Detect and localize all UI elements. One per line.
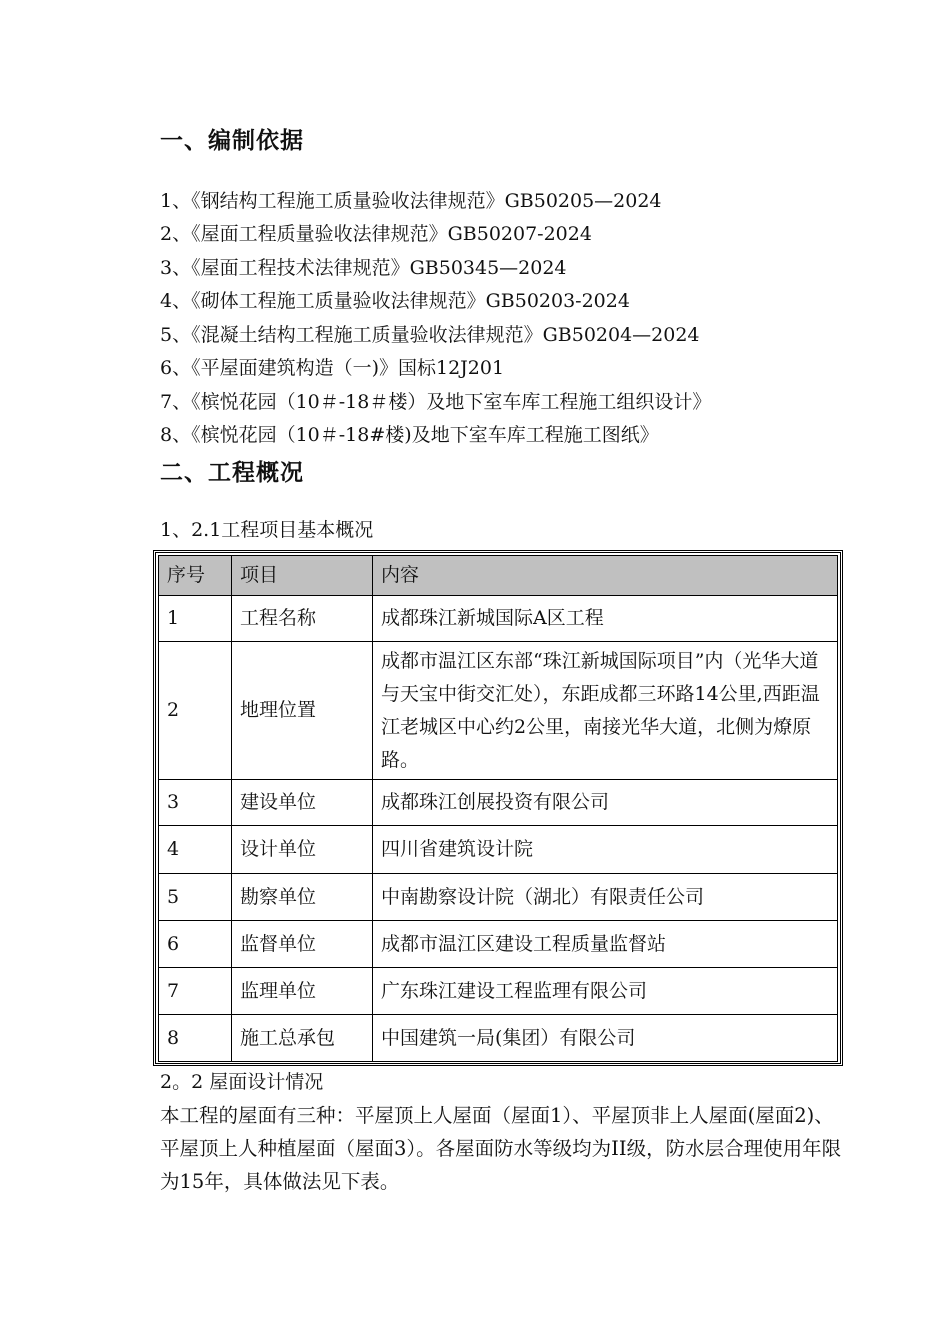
row-content: 成都市温江区建设工程质量监督站 — [373, 921, 838, 968]
row-item: 监理单位 — [232, 968, 373, 1015]
row-content: 中国建筑一局(集团）有限公司 — [373, 1015, 838, 1062]
row-item: 设计单位 — [232, 826, 373, 874]
row-content: 成都珠江新城国际A区工程 — [373, 596, 838, 642]
reference-item-3: 3、《屋面工程技术法律规范》GB50345—2024 — [160, 257, 567, 279]
row-item: 监督单位 — [232, 921, 373, 968]
header-cell-no: 序号 — [159, 556, 232, 596]
row-no: 5 — [159, 874, 232, 921]
row-no: 2 — [159, 642, 232, 780]
reference-item-6: 6、《平屋面建筑构造（一)》国标12J201 — [160, 357, 505, 379]
row-item: 工程名称 — [232, 596, 373, 642]
section-1-heading: 一、编制依据 — [160, 128, 304, 154]
row-no: 8 — [159, 1015, 232, 1062]
reference-item-5: 5、《混凝土结构工程施工质量验收法律规范》GB50204—2024 — [160, 324, 700, 346]
row-no: 7 — [159, 968, 232, 1015]
row-content: 广东珠江建设工程监理有限公司 — [373, 968, 838, 1015]
row-content: 四川省建筑设计院 — [373, 826, 838, 874]
header-cell-item: 项目 — [232, 556, 373, 596]
row-no: 6 — [159, 921, 232, 968]
row-item: 勘察单位 — [232, 874, 373, 921]
row-no: 1 — [159, 596, 232, 642]
header-cell-content: 内容 — [373, 556, 838, 596]
table-row — [159, 780, 838, 826]
subsection-2-1-title: 1、2.1工程项目基本概况 — [160, 519, 374, 541]
row-item: 建设单位 — [232, 780, 373, 826]
project-overview-table — [153, 550, 843, 1066]
row-content: 成都市温江区东部“珠江新城国际项目”内（光华大道与天宝中街交汇处），东距成都三环路14公里,西距温江老城区中心约2公里，南接光华大道，北侧为燎原路。 — [373, 642, 838, 780]
row-no: 3 — [159, 780, 232, 826]
row-content: 中南勘察设计院（湖北）有限责任公司 — [373, 874, 838, 921]
section-2-heading: 二、工程概况 — [160, 460, 304, 486]
reference-item-4: 4、《砌体工程施工质量验收法律规范》GB50203-2024 — [160, 290, 630, 312]
table-row — [159, 968, 838, 1015]
subsection-2-2-title: 2。2 屋面设计情况 — [160, 1071, 324, 1093]
table-row — [159, 596, 838, 642]
table-row — [159, 921, 838, 968]
roof-design-paragraph: 本工程的屋面有三种：平屋顶上人屋面（屋面1）、平屋顶非上人屋面(屋面2)、平屋顶上人种植屋面（屋面3）。各屋面防水等级均为II级，防水层合理使用年限为15年，具体做法见下表。 — [160, 1104, 842, 1193]
reference-item-8: 8、《槟悦花园（10＃-18#楼)及地下室车库工程施工图纸》 — [160, 424, 659, 446]
row-no: 4 — [159, 826, 232, 874]
table-row — [159, 642, 838, 780]
reference-item-1: 1、《钢结构工程施工质量验收法律规范》GB50205—2024 — [160, 190, 662, 212]
table-row — [159, 826, 838, 874]
table-row — [159, 874, 838, 921]
reference-item-7: 7、《槟悦花园（10＃-18＃楼）及地下室车库工程施工组织设计》 — [160, 391, 712, 413]
table-header-row — [159, 556, 838, 596]
row-content: 成都珠江创展投资有限公司 — [373, 780, 838, 826]
row-item: 地理位置 — [232, 642, 373, 780]
reference-item-2: 2、《屋面工程质量验收法律规范》GB50207-2024 — [160, 223, 592, 245]
row-item: 施工总承包 — [232, 1015, 373, 1062]
table-row — [159, 1015, 838, 1062]
